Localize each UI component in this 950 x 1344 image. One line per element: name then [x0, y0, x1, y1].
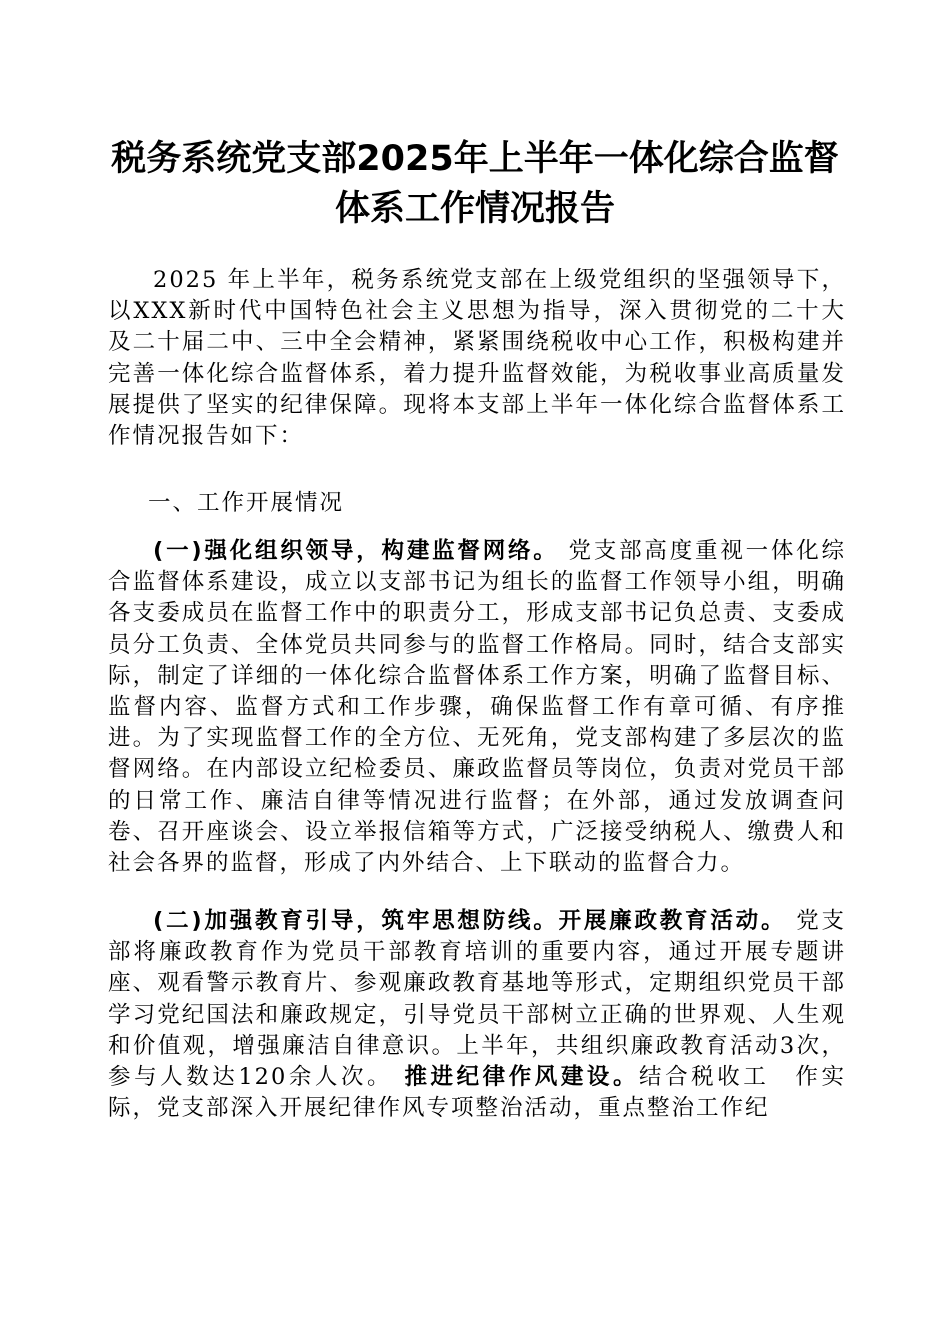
- section-2-lead: (二)加强教育引导，筑牢思想防线。开展廉政教育活动。: [153, 908, 787, 934]
- section-1-body: 党支部高度重视一体化综合监督体系建设，成立以支部书记为组长的监督工作领导小组，明确各支委成员在监督工作中的职责分工，形成支部书记负总责、支委成员分工负责、全体党员共同参与的监督工作格局。同时，结合支部实际，制定了详细的一体化综合监督体系工作方案，明确了监督目标、监督内容、监督方式和工作步骤，确保监督工作有章可循、有序推进。为了实现监督工作的全方位、无死角，党支部构建了多层次的监督网络。在内部设立纪检委员、廉政监督员等岗位，负责对党员干部的日常工作、廉洁自律等情况进行监督；在外部，通过发放调查问卷、召开座谈会、设立举报信箱等方式，广泛接受纳税人、缴费人和社会各界的监督，形成了内外结合、上下联动的监督合力。: [108, 538, 846, 877]
- section-1-paragraph: [108, 536, 846, 879]
- document-title-line-2: 体系工作情况报告: [334, 189, 615, 229]
- document-title-line-1: 税务系统党支部2025年上半年一体化综合监督: [111, 139, 839, 179]
- intro-paragraph: 2025 年上半年，税务系统党支部在上级党组织的坚强领导下，以XXX新时代中国特色社会主义思想为指导，深入贯彻党的二十大及二十届二中、三中全会精神，紧紧围绕税收中心工作，积极构建并完善一体化综合监督体系，着力提升监督效能，为税收事业高质量发展提供了坚实的纪律保障。现将本支部上半年一体化综合监督体系工作情况报告如下：: [108, 267, 846, 450]
- section-1-lead: (一)强化组织领导，构建监督网络。: [153, 538, 559, 564]
- section-heading: 一、工作开展情况: [148, 490, 345, 516]
- section-2-body-2: 结合税收工 作实际，党支部深入开展纪律作风专项整治活动，重点整治工作纪: [108, 1064, 846, 1122]
- section-2-lead-2: 推进纪律作风建设。: [393, 1064, 640, 1091]
- section-2-paragraph: [108, 906, 846, 1124]
- section-2-body: 党支部将廉政教育作为党员干部教育培训的重要内容，通过开展专题讲座、观看警示教育片、参观廉政教育基地等形式，定期组织党员干部学习党纪国法和廉政规定，引导党员干部树立正确的世界观、人生观和价值观，增强廉洁自律意识。上半年，共组织廉政教育活动3次，参与人数达120余人次。: [108, 908, 846, 1091]
